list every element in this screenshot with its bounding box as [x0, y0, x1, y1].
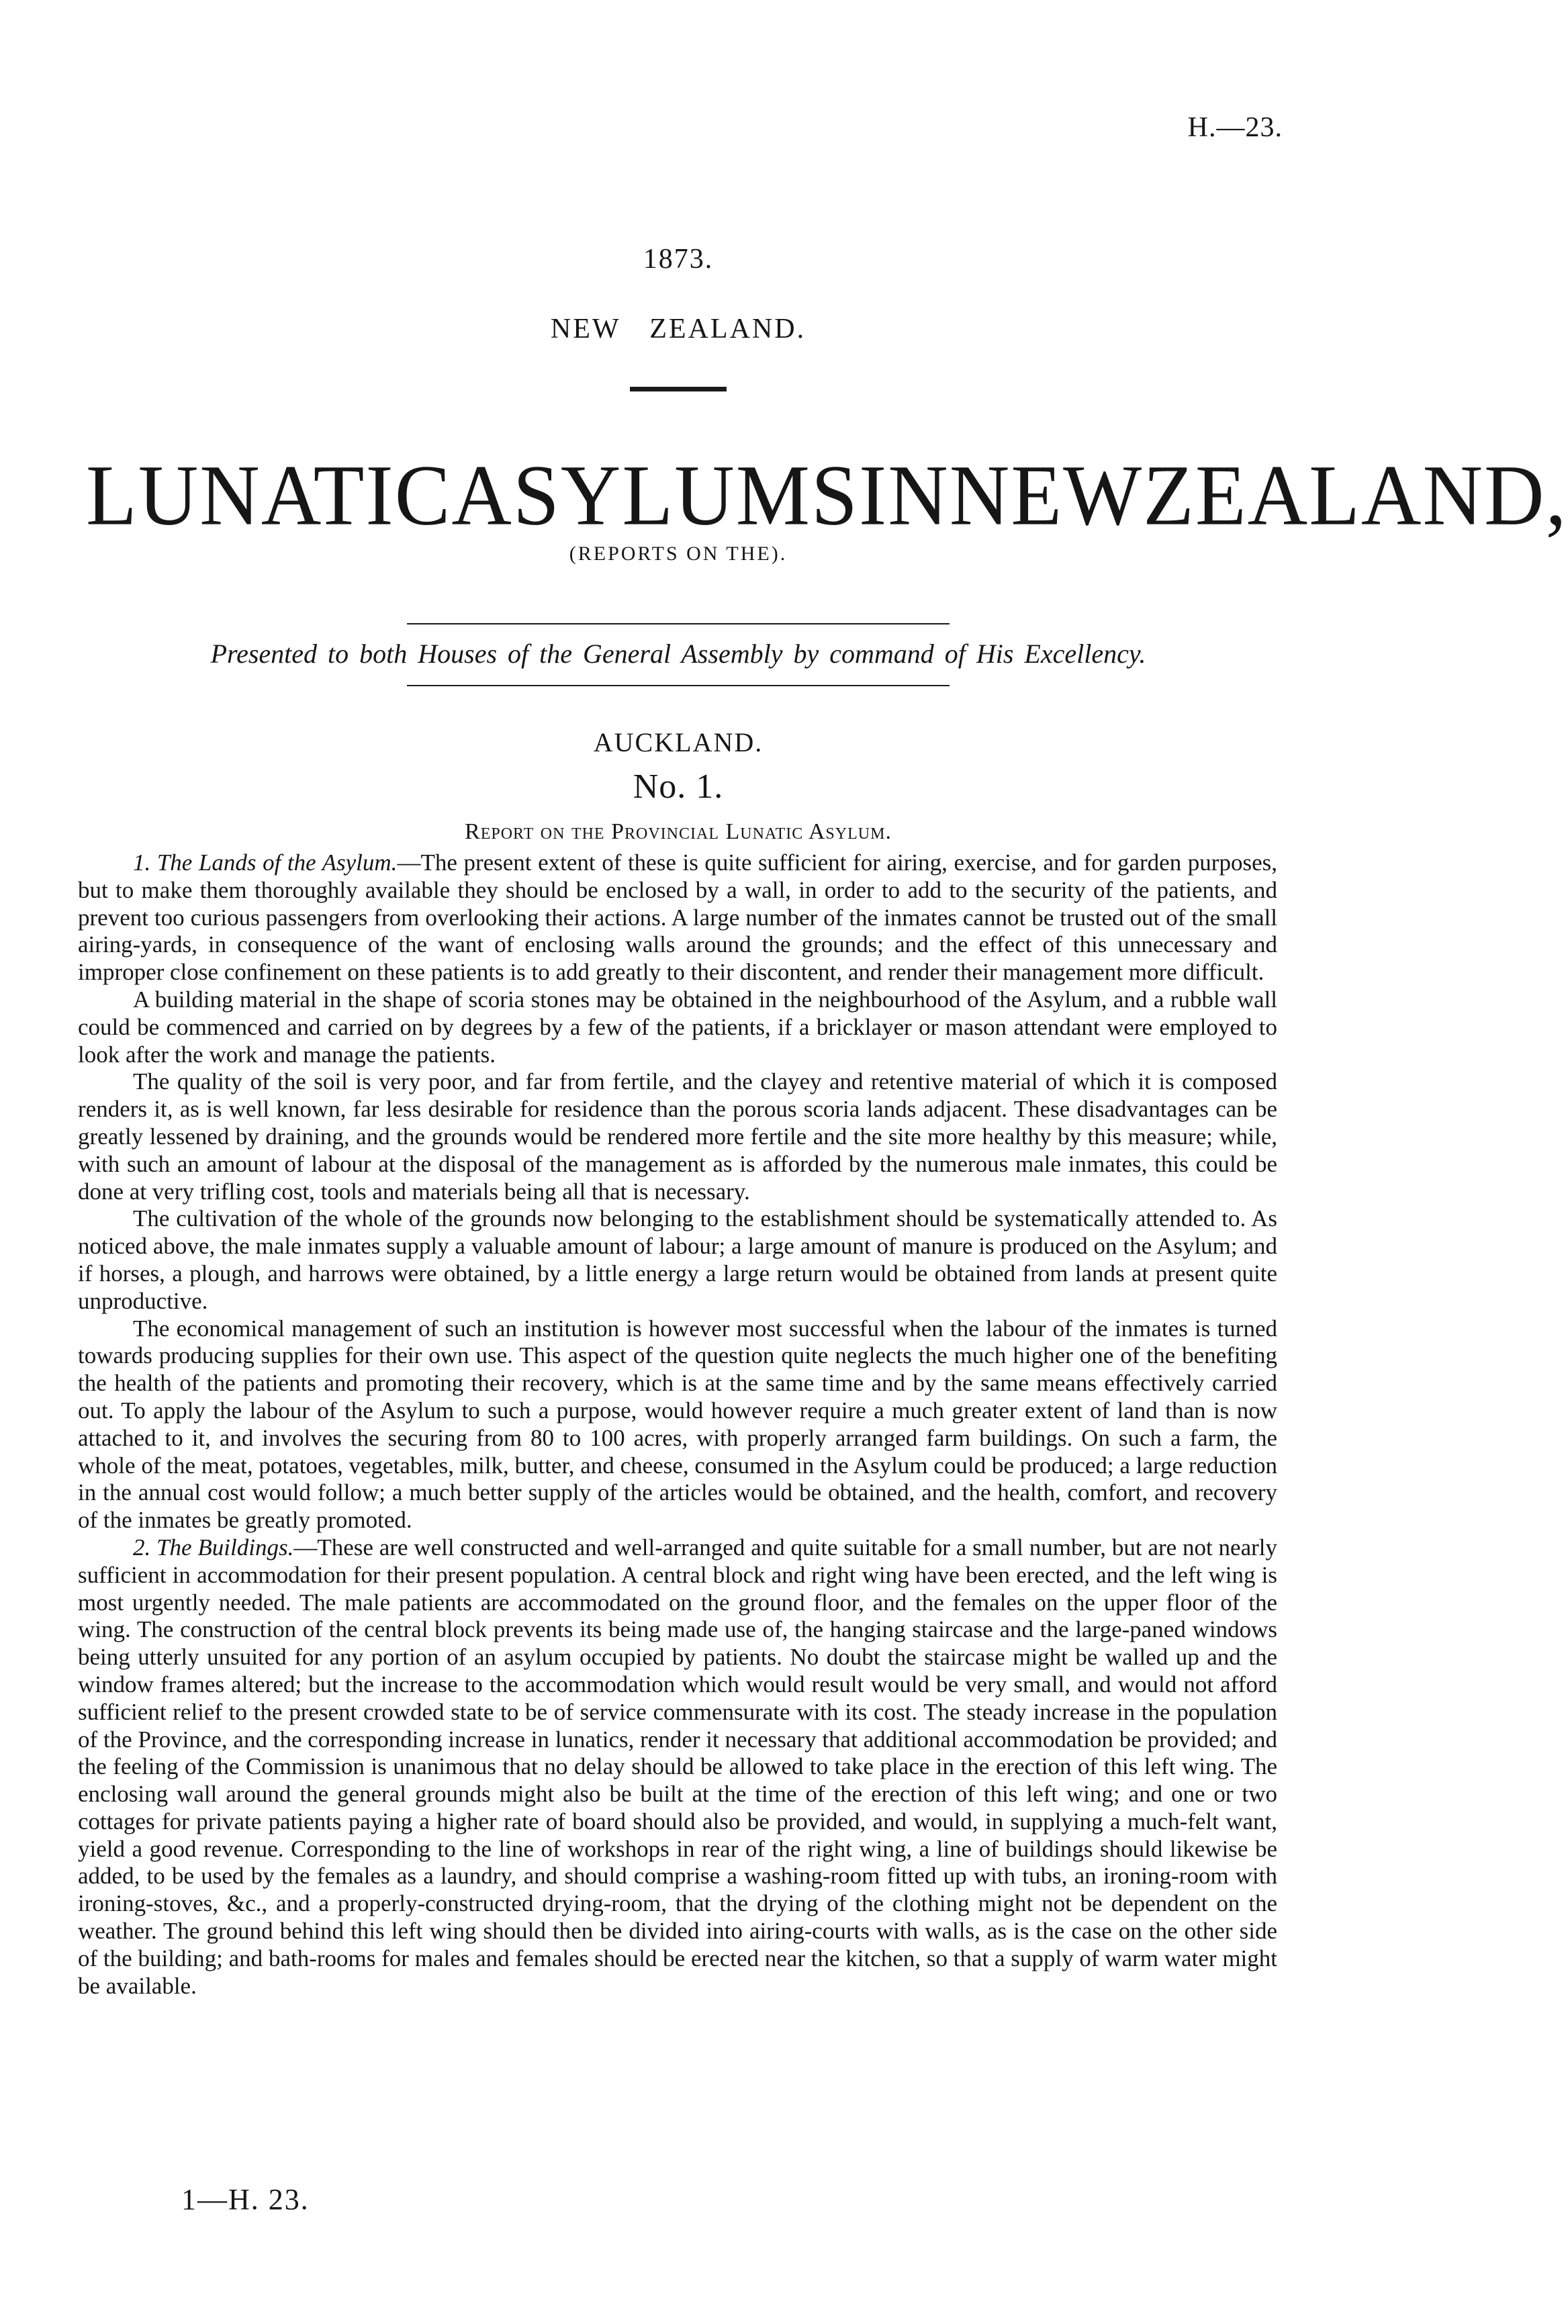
paragraph-building-material: A building material in the shape of scoria stones may be obtained in the neighbourhood of the Asylum, and a rubble wall could be commenced and carried on by degrees by a few of the patients, if a bricklayer or mason attendant were employed to look after the work and manage the patients.	[78, 986, 1277, 1068]
title-word: NEW	[949, 447, 1144, 543]
title-word: IN	[858, 447, 950, 543]
paragraph-lead: 1. The Lands of the Asylum.	[133, 849, 398, 876]
presented-rule-top	[407, 623, 950, 624]
title-word: ASYLUMS	[451, 447, 859, 543]
paragraph-text: —These are well constructed and well-arranged and quite suitable for a small number, but are not nearly sufficient in accommodation for their present population. A central block and right wing have been erected, and the left wing is most urgently needed. The male patients are accommodated on the ground floor, and the females on the upper floor of the wing. The construction of the central block prevents its being made use of, the hanging staircase and the large-paned windows being utterly unsuited for any portion of an asylum occupied by patients. No doubt the staircase might be walled up and the window frames altered; but the increase to the accommodation which would result would be very small, and would not afford sufficient relief to the present crowded state to be of service commensurate with its cost. The steady increase in the population of the Province, and the corresponding increase in lunatics, render it necessary that additional accommodation be provided; and the feeling of the Commission is unanimous that no delay should be allowed to take place in the erection of this left wing. The enclosing wall around the general grounds might also be built at the time of the erection of this left wing; and one or two cottages for private patients paying a higher rate of board should also be provided, and would, in supplying a much-felt want, yield a good revenue. Corresponding to the line of workshops in rear of the right wing, a line of buildings should likewise be added, to be used by the females as a laundry, and should comprise a washing-room fitted up with tubs, an ironing-room with ironing-stoves, &c., and a properly-constructed drying-room, that the drying of the clothing might not be dependent on the weather. The ground behind this left wing should then be divided into airing-courts with walls, as is the case on the other side of the building; and bath-rooms for males and females should be erected near the kitchen, so that a supply of warm water might be available.	[78, 1534, 1277, 1999]
paragraph-lead: 2. The Buildings.	[133, 1534, 294, 1561]
document-year: 1873.	[643, 244, 714, 275]
report-heading: Report on the Provincial Lunatic Asylum.	[465, 819, 892, 844]
title-word: LUNATIC	[86, 447, 452, 543]
presented-rule-bottom	[407, 685, 950, 686]
report-number: No. 1.	[633, 768, 724, 806]
paragraph-cultivation: The cultivation of the whole of the grounds now belonging to the establishment should be systematically attended to. As noticed above, the male inmates supply a valuable amount of labour; a large amount of manure is produced on the Asylum; and if horses, a plough, and harrows were obtained, by a little energy a large return would be obtained from lands at present quite unproductive.	[78, 1205, 1277, 1314]
page-signature: 1—H. 23.	[181, 2183, 310, 2216]
page-identifier: H.—23.	[1187, 112, 1283, 143]
section-heading: AUCKLAND.	[593, 727, 764, 757]
paragraph-economical-management: The economical management of such an institution is however most successful when the labour of the inmates is turned towards producing supplies for their own use. This aspect of the question quite neglects the much higher one of the benefiting the health of the patients and promoting their recovery, which is at the same time and by the same means effectively carried out. To apply the labour of the Asylum to such a purpose, would however require a much greater extent of land than is now attached to it, and involves the securing from 80 to 100 acres, with properly arranged farm buildings. On such a farm, the whole of the meat, potatoes, vegetables, milk, butter, and cheese, consumed in the Asylum could be produced; a large reduction in the annual cost would follow; a much better supply of the articles would be obtained, and the health, comfort, and recovery of the inmates be greatly promoted.	[78, 1315, 1277, 1534]
document-subtitle: (REPORTS ON THE).	[569, 543, 788, 565]
paragraph-soil: The quality of the soil is very poor, and far from fertile, and the clayey and retentive material of which it is composed renders it, as is well known, far less desirable for residence than the porous scoria lands adjacent. These disadvantages can be greatly lessened by draining, and the grounds would be rendered more fertile and the site more healthy by this measure; while, with such an amount of labour at the disposal of the management as is afforded by the numerous male inmates, this could be done at very trifling cost, tools and materials being all that is necessary.	[78, 1068, 1277, 1205]
paragraph-buildings	[78, 1534, 1277, 2000]
document-title	[86, 447, 1568, 543]
paragraph-lands	[78, 849, 1277, 986]
title-word: ZEALAND,	[1143, 447, 1568, 543]
country-heading: NEW ZEALAND.	[550, 314, 806, 344]
paragraph-text: —The present extent of these is quite sufficient for airing, exercise, and for garden purposes, but to make them thoroughly available they should be enclosed by a wall, in order to add to the security of the patients, and prevent too curious passengers from overlooking their actions. A large number of the inmates cannot be trusted out of the small airing-yards, in consequence of the want of enclosing walls around the grounds; and the effect of this unnecessary and improper close confinement on these patients is to add greatly to their discontent, and render their management more difficult.	[78, 849, 1277, 986]
heading-divider	[630, 387, 727, 391]
presented-line: Presented to both Houses of the General Assembly by command of His Excellency.	[210, 639, 1146, 669]
report-body	[78, 849, 1277, 2000]
